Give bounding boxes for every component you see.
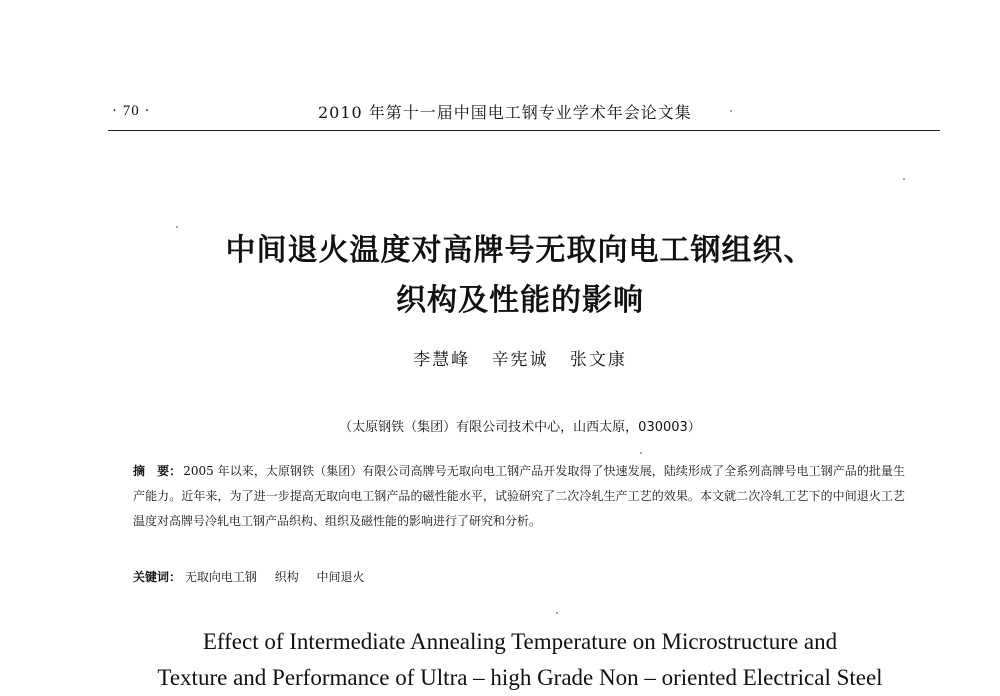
scan-speck <box>176 226 178 228</box>
author-affiliation: （太原钢铁（集团）有限公司技术中心，山西太原，030003） <box>339 420 701 435</box>
keyword: 织构 <box>274 570 299 584</box>
author-name: 辛宪诚 <box>491 350 549 370</box>
keyword: 中间退火 <box>316 570 365 584</box>
scan-speck <box>556 612 558 614</box>
author-list <box>100 345 940 370</box>
scan-speck <box>640 452 642 454</box>
author-name: 李慧峰 <box>413 350 471 370</box>
page-number: · 70 · <box>112 103 151 119</box>
header-divider <box>108 130 940 131</box>
abstract-label: 摘 要： <box>133 464 182 478</box>
keyword: 无取向电工钢 <box>184 570 257 584</box>
abstract <box>133 459 905 534</box>
chinese-title-line-1: 中间退火温度对高牌号无取向电工钢组织、 <box>225 233 815 268</box>
english-title-line-2: Texture and Performance of Ultra – high Grade Non – oriented Electrical Steel <box>157 665 883 690</box>
proceedings-title: 2010 年第十一届中国电工钢专业学术年会论文集 <box>318 103 692 122</box>
keywords <box>133 568 379 585</box>
scan-speck <box>903 178 905 180</box>
english-title <box>60 624 980 696</box>
author-name: 张文康 <box>569 350 627 370</box>
scan-speck <box>730 110 732 112</box>
keywords-label: 关键词： <box>133 570 182 584</box>
english-title-line-1: Effect of Intermediate Annealing Temperature on Microstructure and <box>202 629 838 654</box>
chinese-title-line-2: 织构及性能的影响 <box>396 283 644 318</box>
abstract-text: 2005 年以来，太原钢铁（集团）有限公司高牌号无取向电工钢产品开发取得了快速发展，陆续形成了全系列高牌号电工钢产品的批量生产能力。近年来，为了进一步提高无取向电工钢产品的磁性能水平，试验研究了二次冷轧生产工艺的效果。本文就二次冷轧工艺下的中间退火工艺温度对高牌号冷轧电工钢产品织构、组织及磁性能的影响进行了研究和分析。 <box>133 464 905 528</box>
chinese-title <box>100 226 940 326</box>
